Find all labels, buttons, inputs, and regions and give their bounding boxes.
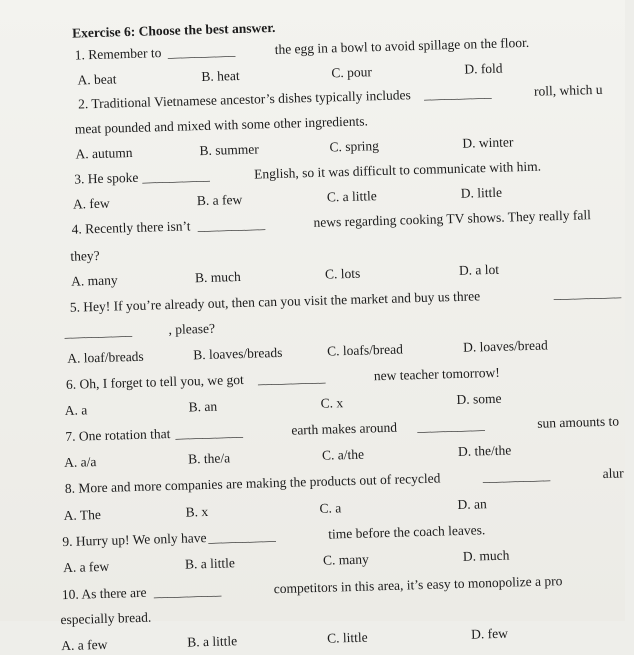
q1-stem-end: the egg in a bowl to avoid spillage on the floor. — [274, 34, 530, 57]
q5-stem-start: 5. Hey! If you’re already out, then can you visit the market and buy us three — [69, 288, 481, 315]
q6-blank: __________ — [257, 369, 326, 387]
q3-option-b: B. a few — [196, 191, 243, 209]
q1-option-c: C. pour — [331, 64, 373, 81]
q2-stem-end: roll, which u — [533, 81, 603, 99]
q9-option-a: A. a few — [62, 558, 110, 576]
q2-stem-start: 2. Traditional Vietnamese ancestor’s dishes typically includes — [77, 87, 411, 112]
q4-stem-cont: they? — [70, 247, 100, 264]
q8-option-a: A. The — [63, 506, 102, 524]
q8-option-c: C. a — [319, 500, 342, 516]
q6-option-b: B. an — [188, 398, 218, 415]
q2-blank: __________ — [423, 84, 492, 102]
q9-blank: __________ — [208, 528, 276, 545]
q3-stem-end: English, so it was difficult to communicate with him. — [253, 158, 542, 182]
q10-option-a: A. a few — [61, 636, 108, 654]
q7-stem-end: sun amounts to — [537, 413, 620, 431]
q4-stem-end: news regarding cooking TV shows. They really fall — [313, 207, 592, 230]
q9-stem-start: 9. Hurry up! We only have — [62, 530, 207, 550]
q7-option-a: A. a/a — [63, 454, 97, 470]
q3-stem-start: 3. He spoke — [74, 169, 139, 187]
q9-option-d: D. much — [462, 547, 510, 564]
q10-stem-cont: especially bread. — [60, 609, 152, 628]
q6-stem-start: 6. Oh, I forget to tell you, we got — [65, 371, 244, 392]
q5-option-d: D. loaves/bread — [462, 337, 548, 355]
q7-blank-2: __________ — [417, 417, 485, 435]
q5-option-c: C. loafs/bread — [326, 341, 404, 359]
q5-stem-end: , please? — [168, 320, 216, 338]
q3-option-d: D. little — [460, 184, 503, 201]
q7-stem-mid: earth makes around — [291, 419, 398, 438]
q2-option-d: D. winter — [462, 134, 514, 151]
q4-option-c: C. lots — [324, 265, 361, 282]
q1-stem-start: 1. Remember to — [74, 45, 162, 63]
q2-option-c: C. spring — [329, 138, 380, 155]
q7-stem-start: 7. One rotation that — [65, 426, 171, 444]
q6-option-c: C. x — [320, 395, 344, 411]
q10-stem-end: competitors in this area, it’s easy to monopolize a pro — [273, 573, 563, 597]
q10-stem-start: 10. As there are — [61, 584, 147, 603]
q7-option-c: C. a/the — [321, 446, 365, 463]
q3-blank: __________ — [142, 167, 210, 185]
q2-option-b: B. summer — [199, 141, 259, 159]
q9-option-b: B. a little — [184, 555, 236, 572]
q6-stem-end: new teacher tomorrow! — [373, 364, 500, 384]
q4-option-b: B. much — [194, 268, 241, 286]
q5-option-a: A. loaf/breads — [67, 348, 144, 366]
q3-option-c: C. a little — [326, 188, 377, 205]
q8-stem-start: 8. More and more companies are making the products out of recycled — [64, 470, 441, 496]
q9-stem-end: time before the coach leaves. — [328, 522, 486, 542]
q4-blank: __________ — [197, 216, 266, 234]
q10-option-d: D. few — [470, 625, 509, 642]
q4-option-d: D. a lot — [458, 261, 500, 278]
q1-option-d: D. fold — [464, 60, 503, 77]
q4-option-a: A. many — [70, 272, 118, 289]
q8-stem-end: alur — [602, 465, 624, 481]
q10-option-b: B. a little — [187, 633, 238, 650]
q6-option-a: A. a — [64, 402, 88, 418]
q7-blank: __________ — [175, 423, 244, 441]
q5-blank: __________ — [553, 284, 622, 302]
q8-option-d: D. an — [457, 496, 487, 513]
q10-option-c: C. little — [326, 629, 368, 646]
q1-blank: __________ — [167, 43, 236, 60]
exercise-title: Exercise 6: Choose the best answer. — [71, 19, 276, 41]
q8-option-b: B. x — [185, 503, 209, 520]
q8-blank: __________ — [482, 467, 551, 485]
q5-blank-2: __________ — [64, 323, 133, 340]
q1-option-b: B. heat — [201, 67, 240, 85]
q7-option-d: D. the/the — [457, 442, 512, 459]
q2-stem-cont: meat pounded and mixed with some other ingredients. — [74, 113, 369, 137]
q5-option-b: B. loaves/breads — [192, 344, 283, 363]
q10-blank: __________ — [153, 582, 222, 600]
q6-option-d: D. some — [456, 390, 502, 408]
q4-stem-start: 4. Recently there isn’t — [71, 218, 191, 237]
q9-option-c: C. many — [322, 551, 369, 568]
q3-option-a: A. few — [72, 195, 110, 212]
q7-option-b: B. the/a — [187, 450, 231, 467]
q1-option-a: A. beat — [77, 71, 117, 88]
q2-option-a: A. autumn — [75, 144, 133, 162]
